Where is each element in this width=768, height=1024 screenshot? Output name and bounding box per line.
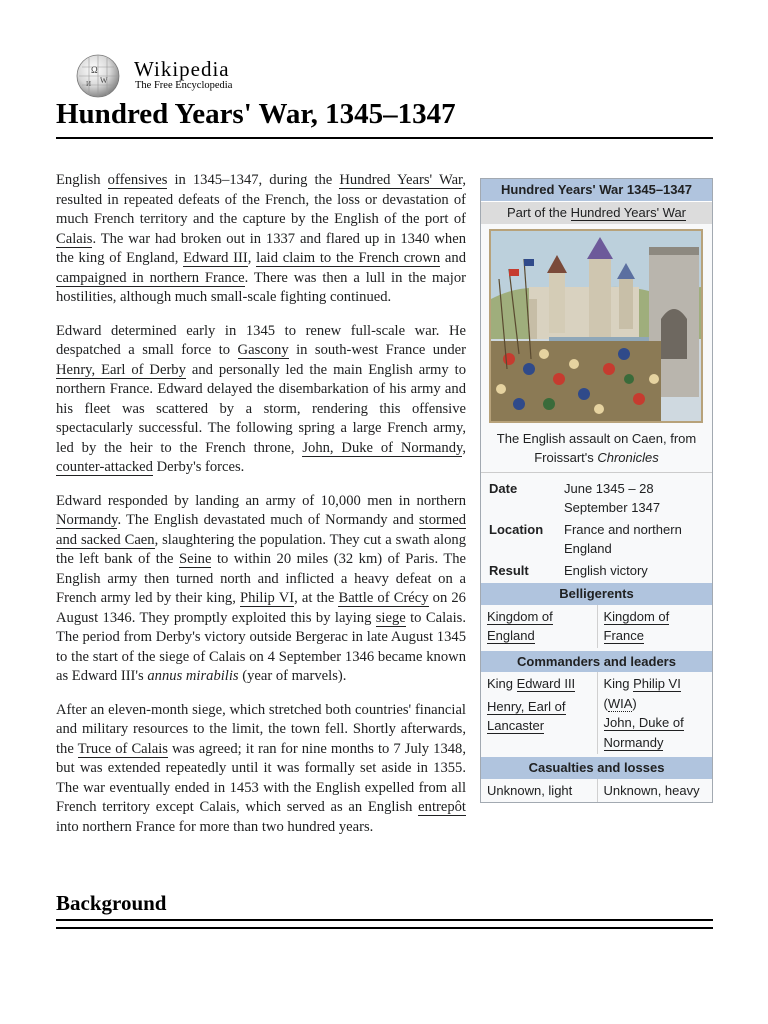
link-seine[interactable]: Seine — [179, 551, 212, 567]
link-entrepot[interactable]: entrepôt — [418, 799, 466, 815]
caption-italic: Chronicles — [597, 450, 659, 465]
link-calais[interactable]: Calais — [56, 230, 93, 247]
commanders-heading: Commanders and leaders — [481, 651, 712, 673]
infobox-value: English victory — [564, 562, 648, 578]
link-philip-vi[interactable]: Philip VI — [239, 590, 295, 606]
belligerents-heading: Belligerents — [481, 583, 712, 605]
link-laid-claim[interactable]: laid claim to the French crown — [256, 250, 441, 266]
casualties-right: Unknown, heavy — [597, 779, 713, 803]
text: . The English devastated much of Normandy and — [117, 512, 419, 528]
casualties-heading: Casualties and losses — [481, 757, 712, 779]
svg-text:W: W — [100, 76, 108, 85]
text: and — [440, 250, 466, 266]
commander-john-link[interactable]: John, Duke of Normandy — [603, 715, 684, 750]
text: was agreed; it ran for nine months to 7 July 1348, but was extended repeatedly until it was formally set aside in 1355. The war eventually ended in 1453 with the English expelled from all French territory except Calais, which served as an English — [56, 740, 466, 815]
commander-prefix: King — [603, 676, 634, 691]
text: . The war had broken out in 1337 and flared up in 1340 when the king of England, — [56, 230, 466, 266]
wia-close: ) — [632, 695, 637, 711]
infobox-part-link[interactable]: Hundred Years' War — [570, 204, 687, 220]
wia-abbreviation[interactable]: WIA — [607, 695, 633, 711]
text: to Calais. The period from Derby's victory outside Bergerac in late August 1345 to the start of the siege of Calais on 4 September 1346 became known as Edward III's — [56, 609, 466, 684]
text: (year of marvels). — [238, 668, 347, 684]
link-siege[interactable]: siege — [375, 609, 406, 626]
belligerent-left-link[interactable]: Kingdom of England — [487, 608, 553, 643]
text: in south-west France under — [288, 342, 466, 358]
text: English — [56, 172, 108, 188]
link-gascony[interactable]: Gascony — [237, 342, 289, 358]
wia-open: ( — [603, 695, 608, 711]
infobox-label: Result — [489, 562, 529, 578]
italic-text: annus mirabilis — [147, 668, 239, 684]
section-divider — [56, 927, 713, 929]
text: . There was then a lull in the major hostilities, although much small-scale fighting continued. — [56, 269, 466, 305]
text: Edward determined early in 1345 to renew full-scale war. He despatched a small force to — [56, 322, 466, 358]
infobox-row-date — [481, 477, 712, 518]
infobox — [480, 178, 713, 803]
infobox-value: France and northern England — [564, 521, 682, 556]
link-sacked-caen[interactable]: stormed and sacked Caen — [56, 512, 466, 548]
infobox-row-location — [481, 518, 712, 559]
link-henry-derby[interactable]: Henry, Earl of Derby — [56, 361, 186, 378]
link-battle-crecy[interactable]: Battle of Crécy — [338, 590, 429, 606]
link-normandy[interactable]: Normandy — [56, 512, 118, 528]
infobox-row-result — [481, 559, 712, 581]
section-divider — [56, 919, 713, 921]
text: on 26 August 1346. They promptly exploited this by laying — [56, 590, 466, 626]
link-hundred-years-war[interactable]: Hundred Years' War — [339, 172, 463, 188]
text: , at the — [294, 590, 339, 606]
infobox-image[interactable] — [481, 224, 712, 429]
commanders-row — [481, 672, 712, 754]
commander-philip-link[interactable]: Philip VI — [633, 676, 681, 691]
caen-assault-illustration — [489, 229, 703, 423]
text: into northern France for more than two hundred years. — [56, 818, 374, 835]
infobox-part-prefix: Part of the — [506, 204, 571, 220]
link-counter-attacked[interactable]: counter-attacked — [56, 459, 153, 475]
text: , slaughtering the population. They cut a swath along the left bank of the — [56, 531, 466, 567]
belligerent-right-link[interactable]: Kingdom of France — [603, 608, 670, 643]
section-heading-background: Background — [56, 891, 167, 915]
text: and personally led the main English army to northern France. Edward delayed the disembarkation of his army and his fleet was scattered by a storm, rendering this offensive spectacularly successful. The following spring a large French army, led by the heir to the French throne, — [56, 361, 466, 456]
text: , — [462, 439, 466, 456]
infobox-label: Date — [489, 480, 518, 496]
belligerents-row — [481, 605, 712, 648]
site-wordmark[interactable]: Wikipedia — [134, 57, 230, 81]
text: , resulted in repeated defeats of the French, the loss or devastation of much French territory and the capture by the English of the port of — [56, 172, 466, 227]
link-edward-iii[interactable]: Edward III — [183, 250, 248, 266]
caption-text: The English assault on Caen, from Froissart's — [496, 430, 697, 465]
text: to within 20 miles (32 km) of Paris. The English army then turned north and inflicted a heavy defeat on a French army led by their king, — [56, 551, 467, 606]
text: Derby's forces. — [152, 459, 245, 475]
text: After an eleven-month siege, which stretched both countries' financial and military resources to the limit, the town fell. Shortly afterwards, the — [56, 701, 466, 757]
page-title: Hundred Years' War, 1345–1347 — [56, 98, 456, 130]
commander-henry-link[interactable]: Henry, Earl of Lancaster — [487, 698, 566, 733]
svg-text:Ω: Ω — [91, 65, 98, 75]
text: , — [247, 250, 257, 266]
article-body — [56, 171, 713, 851]
infobox-title: Hundred Years' War 1345–1347 — [481, 179, 712, 202]
text: in 1345–1347, during the — [167, 172, 340, 188]
link-offensives[interactable]: offensives — [107, 172, 168, 188]
wikipedia-globe-logo[interactable] — [74, 53, 122, 99]
infobox-value: June 1345 – 28 September 1347 — [564, 480, 661, 515]
text: Edward responded by landing an army of 10,000 men in northern — [56, 492, 466, 509]
infobox-part-of — [481, 202, 712, 225]
link-john-normandy[interactable]: John, Duke of Normandy — [302, 439, 463, 456]
infobox-label: Location — [489, 521, 544, 537]
commander-edward-link[interactable]: Edward III — [516, 676, 576, 691]
link-campaigned[interactable]: campaigned in northern France — [56, 269, 245, 286]
svg-text:И: И — [86, 80, 92, 88]
link-truce-calais[interactable]: Truce of Calais — [77, 740, 168, 757]
casualties-left: Unknown, light — [487, 782, 573, 798]
infobox-caption — [481, 429, 712, 473]
title-divider — [56, 137, 713, 139]
site-tagline: The Free Encyclopedia — [135, 80, 233, 91]
casualties-row — [481, 779, 712, 803]
commander-prefix: King — [487, 676, 517, 691]
